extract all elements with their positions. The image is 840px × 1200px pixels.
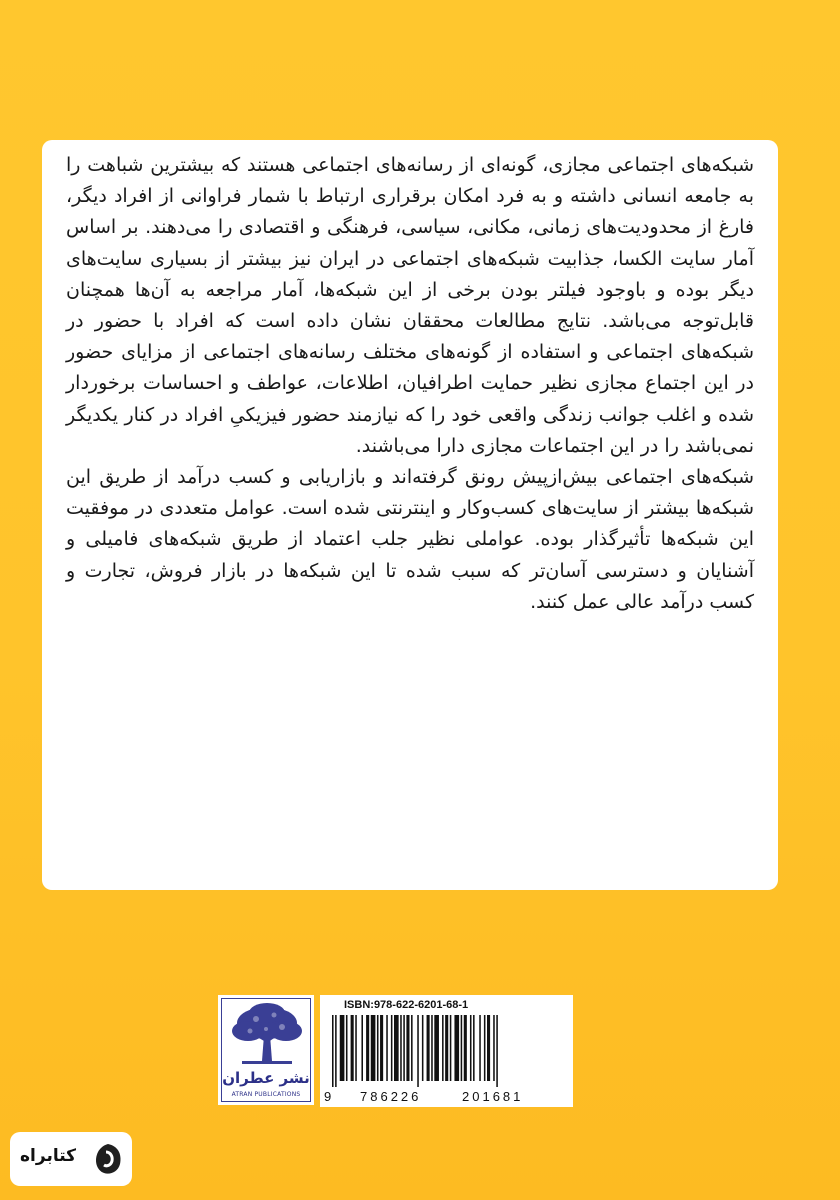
barcode-bar [445, 1015, 448, 1081]
barcode-bar [403, 1015, 405, 1081]
barcode-bar [461, 1015, 463, 1081]
barcode-lead-digit: 9 [324, 1089, 332, 1104]
barcode-bar [355, 1015, 357, 1081]
barcode-bar [411, 1015, 413, 1081]
barcode-bar [394, 1015, 399, 1081]
barcode-bar [487, 1015, 490, 1081]
tree-icon [226, 1001, 308, 1069]
publisher-name-english: ATRAN PUBLICATIONS [231, 1091, 301, 1098]
barcode-bar [454, 1015, 459, 1081]
barcode-bar [427, 1015, 430, 1081]
barcode-bar [431, 1015, 433, 1081]
text-card [42, 140, 778, 890]
ketabrah-logo-icon [92, 1142, 124, 1176]
barcode-bar [406, 1015, 409, 1081]
barcode-digits-right: 201681 [462, 1089, 524, 1104]
barcode-bar [442, 1015, 444, 1081]
barcode-bar [464, 1015, 467, 1081]
publisher-name: نشر عطران [222, 1069, 310, 1087]
barcode-bar [493, 1015, 495, 1081]
barcode-bar [450, 1015, 452, 1081]
barcode-bar [332, 1015, 334, 1087]
barcode-bar [346, 1015, 348, 1081]
ketabrah-badge[interactable] [10, 1132, 132, 1186]
barcode-bar [422, 1015, 424, 1081]
barcode-bar [340, 1015, 345, 1081]
barcode-bar [377, 1015, 379, 1081]
barcode-bar [380, 1015, 383, 1081]
barcode-bar [496, 1015, 498, 1087]
publisher-logo [218, 995, 314, 1105]
barcode-bar [470, 1015, 472, 1081]
barcode-bar [361, 1015, 363, 1081]
barcode-bar [351, 1015, 354, 1081]
publisher-logo-frame [221, 998, 311, 1102]
barcode-bar [400, 1015, 402, 1081]
ketabrah-label: کتابراه [20, 1146, 77, 1166]
isbn-label: ISBN:978-622-6201-68-1 [344, 999, 469, 1011]
barcode-bar [371, 1015, 376, 1081]
barcode-bar [479, 1015, 481, 1081]
body-paragraph-2: شبکه‌های اجتماعی بیش‌ازپیش رونق گرفته‌اند و بازاریابی و کسب درآمد از طریق این شبکه‌ها بیشتر از سایت‌های کسب‌وکار و اینترنتی شده است. عوامل متعددی در موفقیت این شبکه‌ها تأثیرگذار بوده. عواملی نظیر جلب اعتماد از طریق شبکه‌های فامیلی و آشنایان و دسترسی آسان‌تر که سبب شده تا این شبکه‌ها در بازار فروش، تجارت و کسب درآمد عالی عمل کنند. [66, 466, 754, 613]
barcode-bar [386, 1015, 388, 1081]
barcode-bar [473, 1015, 475, 1081]
barcode-bar [391, 1015, 393, 1081]
barcode-bar [335, 1015, 337, 1087]
barcode-digits-left: 786226 [360, 1089, 422, 1104]
barcode-bar [366, 1015, 369, 1081]
isbn-barcode [320, 995, 573, 1107]
barcode-bar [417, 1015, 419, 1087]
barcode-bar [484, 1015, 486, 1081]
barcode-bar [434, 1015, 439, 1081]
barcode-bars [332, 1015, 564, 1087]
body-paragraph-1: شبکه‌های اجتماعی مجازی، گونه‌ای از رسانه‌های اجتماعی هستند که بیشترین شباهت را به جامعه انسانی داشته و به فرد امکان برقراری ارتباط با شمار فراوانی از افراد دیگر، فارغ از محدودیت‌های زمانی، مکانی، سیاسی، فرهنگی و اقتصادی را می‌دهند. بر اساس آمار سایت الکسا، جذابیت شبکه‌های اجتماعی در ایران نیز بیشتر از بسیاری سایت‌های دیگر بوده و باوجود فیلتر بودن برخی از این شبکه‌ها، آمار مراجعه به آن‌ها همچنان قابل‌توجه می‌باشد. نتایج مطالعات محققان نشان داده است که افراد با حضور در شبکه‌های اجتماعی و استفاده از گونه‌های مختلف رسانه‌های اجتماعی از مزایای حضور در این اجتماع مجازی نظیر حمایت اطرافیان، اطلاعات، عواطف و احساسات برخوردار شده و اغلب جوانب زندگی واقعی خود را که نیازمند حضور فیزیکیِ افراد در کنار یکدیگر نمی‌باشد را در این اجتماعات مجازی دارا می‌باشند. [66, 154, 754, 457]
